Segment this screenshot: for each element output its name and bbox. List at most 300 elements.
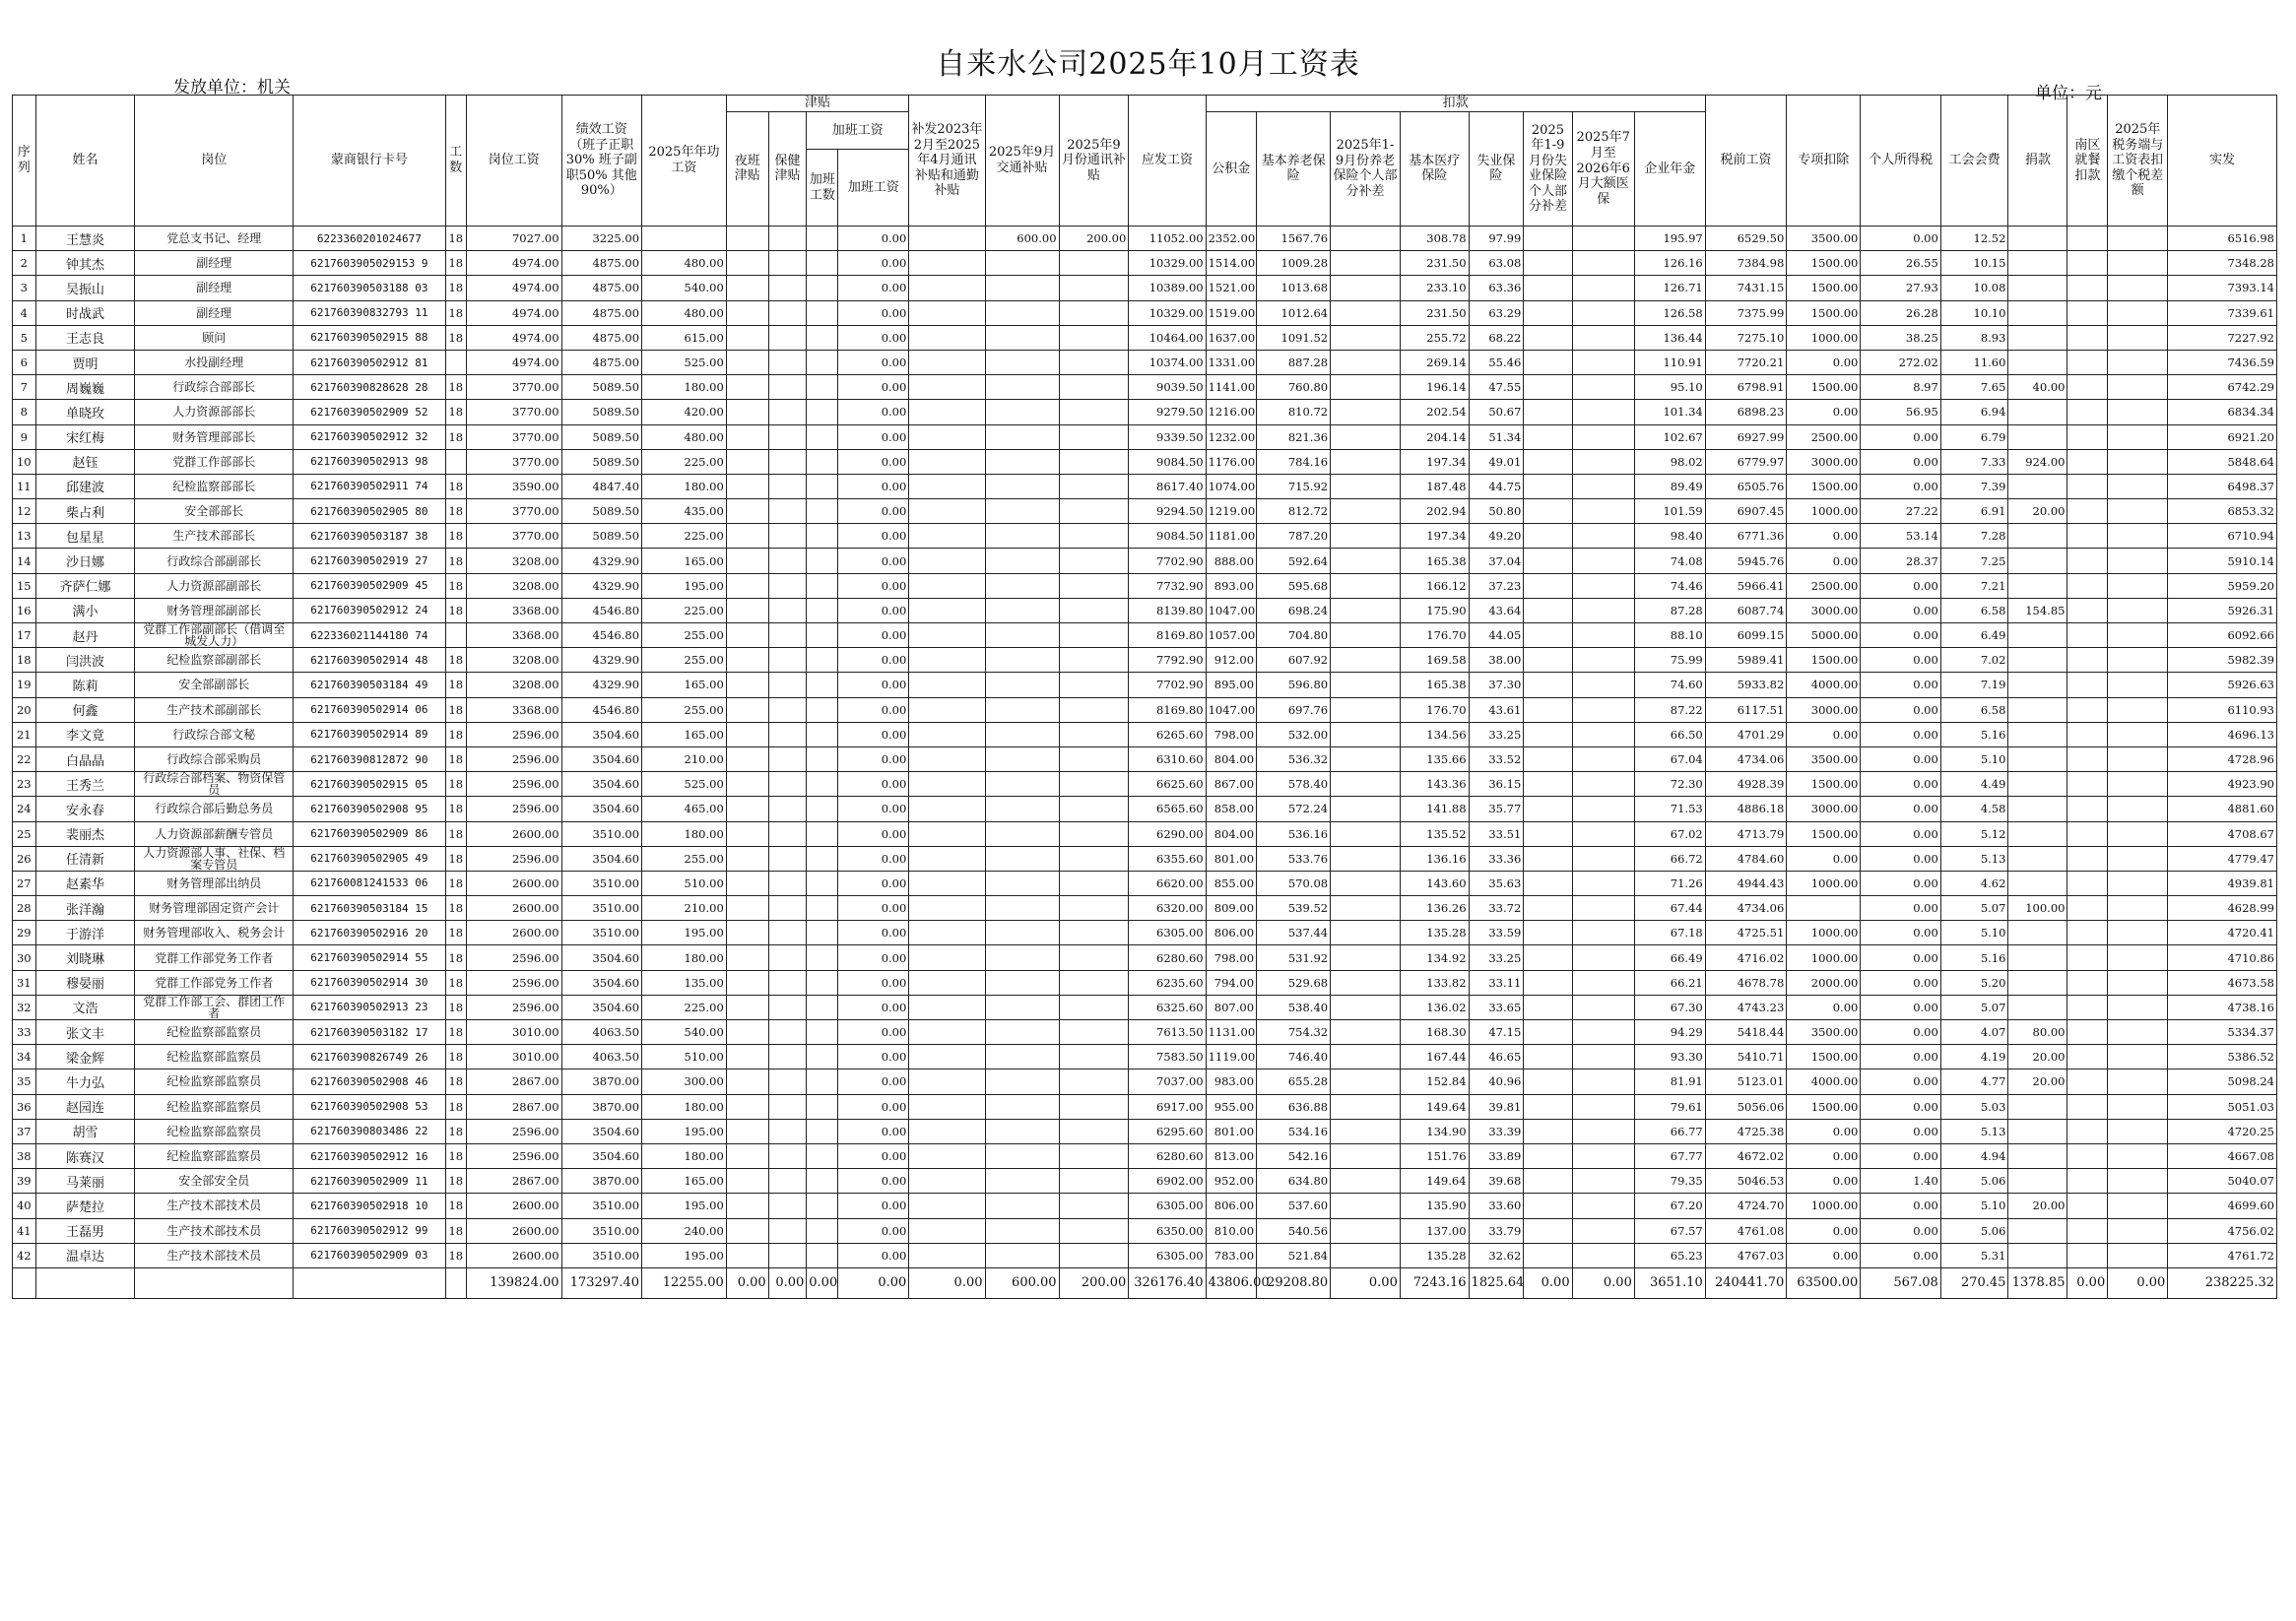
cell-comm-backpay — [909, 623, 985, 648]
cell-major-medical — [1572, 648, 1634, 673]
cell-income-tax: 26.28 — [1861, 300, 1940, 325]
table-row — [13, 251, 2277, 276]
cell-union-fee: 5.16 — [1940, 945, 2008, 970]
cell-gross-pay: 6625.60 — [1129, 772, 1206, 797]
cell-bank-card: 6217603905029153 9 — [294, 251, 445, 276]
table-row — [13, 325, 2277, 350]
cell-pretax: 4724.70 — [1705, 1194, 1787, 1218]
cell-overtime-days — [807, 797, 838, 821]
cell-traffic-subsidy — [985, 1194, 1059, 1218]
cell-donation: 154.85 — [2008, 598, 2067, 622]
cell-pension: 784.16 — [1257, 449, 1331, 474]
cell-income-tax: 53.14 — [1861, 524, 1940, 549]
cell-overtime-pay: 0.00 — [838, 474, 909, 498]
cell-traffic-subsidy — [985, 449, 1059, 474]
cell-gross-pay: 6355.60 — [1129, 846, 1206, 871]
cell-donation — [2008, 945, 2067, 970]
cell-tax-difference — [2108, 375, 2168, 400]
cell-net-pay: 6092.66 — [2168, 623, 2277, 648]
cell-traffic-subsidy — [985, 970, 1059, 995]
cell-pension-adjust — [1331, 598, 1401, 622]
cell-position: 顾问 — [135, 325, 294, 350]
cell-unemployment: 33.36 — [1469, 846, 1524, 871]
header-housing-fund: 公积金 — [1206, 111, 1256, 226]
cell-annuity: 67.57 — [1634, 1218, 1705, 1243]
table-row — [13, 598, 2277, 622]
cell-unemployment: 51.34 — [1469, 424, 1524, 449]
cell-housing-fund: 895.00 — [1206, 673, 1256, 697]
cell-overtime-pay: 0.00 — [838, 970, 909, 995]
cell-major-medical — [1572, 1169, 1634, 1194]
cell-name: 张文丰 — [35, 1020, 135, 1045]
cell-pretax: 6529.50 — [1705, 227, 1787, 251]
cell-overtime-pay: 0.00 — [838, 722, 909, 746]
cell-unemployment-adjust — [1524, 1194, 1572, 1218]
header-union-fee: 工会会费 — [1940, 96, 2008, 227]
cell-merit-salary: 540.00 — [642, 1020, 727, 1045]
cell-performance-salary: 3870.00 — [561, 1169, 641, 1194]
cell-days: 18 — [445, 474, 466, 498]
cell-medical: 133.82 — [1400, 970, 1469, 995]
cell-overtime-days — [807, 474, 838, 498]
cell-unemployment: 47.55 — [1469, 375, 1524, 400]
cell-gross-pay: 6320.00 — [1129, 896, 1206, 921]
cell-base-salary: 4974.00 — [467, 300, 562, 325]
total-performance-salary: 173297.40 — [561, 1267, 641, 1298]
cell-special-deduction: 1500.00 — [1787, 821, 1861, 846]
cell-base-salary: 3208.00 — [467, 673, 562, 697]
cell-name: 白晶晶 — [35, 746, 135, 771]
cell-meal-deduction — [2067, 251, 2108, 276]
cell-health-allowance — [768, 896, 807, 921]
cell-tax-difference — [2108, 1169, 2168, 1194]
cell-major-medical — [1572, 697, 1634, 722]
cell-pension: 754.32 — [1257, 1020, 1331, 1045]
cell-gross-pay: 10389.00 — [1129, 276, 1206, 300]
cell-medical: 308.78 — [1400, 227, 1469, 251]
cell-seq: 4 — [13, 300, 36, 325]
cell-traffic-subsidy — [985, 1169, 1059, 1194]
cell-performance-salary: 3510.00 — [561, 1218, 641, 1243]
cell-comm-backpay — [909, 524, 985, 549]
table-row — [13, 1169, 2277, 1194]
payroll-table — [12, 95, 2277, 1299]
cell-donation: 40.00 — [2008, 375, 2067, 400]
cell-major-medical — [1572, 598, 1634, 622]
cell-health-allowance — [768, 276, 807, 300]
cell-traffic-subsidy — [985, 1045, 1059, 1070]
cell-major-medical — [1572, 549, 1634, 573]
cell-seq: 7 — [13, 375, 36, 400]
cell-overtime-days — [807, 400, 838, 424]
cell-name: 时战武 — [35, 300, 135, 325]
cell-night-allowance — [726, 474, 768, 498]
cell-name: 赵钰 — [35, 449, 135, 474]
cell-annuity: 87.28 — [1634, 598, 1705, 622]
total-union-fee: 270.45 — [1940, 1267, 2008, 1298]
cell-unemployment: 33.59 — [1469, 921, 1524, 945]
cell-tax-difference — [2108, 227, 2168, 251]
cell-pension-adjust — [1331, 648, 1401, 673]
header-pension: 基本养老保险 — [1257, 111, 1331, 226]
header-pretax: 税前工资 — [1705, 96, 1787, 227]
table-row — [13, 300, 2277, 325]
cell-comm-subsidy — [1059, 821, 1129, 846]
cell-seq: 34 — [13, 1045, 36, 1070]
cell-overtime-pay: 0.00 — [838, 276, 909, 300]
cell-income-tax: 0.00 — [1861, 673, 1940, 697]
cell-pension-adjust — [1331, 1020, 1401, 1045]
cell-income-tax: 56.95 — [1861, 400, 1940, 424]
cell-pretax: 6087.74 — [1705, 598, 1787, 622]
cell-comm-backpay — [909, 648, 985, 673]
cell-tax-difference — [2108, 1094, 2168, 1119]
cell-donation — [2008, 400, 2067, 424]
cell-name: 柴占利 — [35, 499, 135, 524]
cell-comm-subsidy — [1059, 1094, 1129, 1119]
cell-gross-pay: 6305.00 — [1129, 1243, 1206, 1267]
cell-position: 副经理 — [135, 251, 294, 276]
cell-annuity: 93.30 — [1634, 1045, 1705, 1070]
cell-pension: 1567.76 — [1257, 227, 1331, 251]
cell-health-allowance — [768, 598, 807, 622]
total-comm-subsidy: 200.00 — [1059, 1267, 1129, 1298]
cell-comm-backpay — [909, 1020, 985, 1045]
cell-tax-difference — [2108, 1020, 2168, 1045]
cell-annuity: 79.35 — [1634, 1169, 1705, 1194]
cell-name: 吴振山 — [35, 276, 135, 300]
cell-comm-subsidy — [1059, 598, 1129, 622]
cell-merit-salary: 255.00 — [642, 697, 727, 722]
cell-comm-backpay — [909, 871, 985, 895]
cell-unemployment: 46.65 — [1469, 1045, 1524, 1070]
cell-housing-fund: 1637.00 — [1206, 325, 1256, 350]
cell-night-allowance — [726, 797, 768, 821]
cell-comm-backpay — [909, 970, 985, 995]
cell-merit-salary: 480.00 — [642, 251, 727, 276]
cell-merit-salary: 180.00 — [642, 1143, 727, 1168]
cell-unemployment: 44.05 — [1469, 623, 1524, 648]
cell-income-tax: 0.00 — [1861, 1243, 1940, 1267]
cell-net-pay: 4710.86 — [2168, 945, 2277, 970]
cell-traffic-subsidy — [985, 251, 1059, 276]
total-special-deduction: 63500.00 — [1787, 1267, 1861, 1298]
cell-union-fee: 6.58 — [1940, 598, 2008, 622]
cell-donation — [2008, 1119, 2067, 1143]
cell-unemployment: 33.72 — [1469, 896, 1524, 921]
cell-health-allowance — [768, 400, 807, 424]
cell-health-allowance — [768, 300, 807, 325]
cell-night-allowance — [726, 1169, 768, 1194]
cell-unemployment-adjust — [1524, 449, 1572, 474]
cell-gross-pay: 10374.00 — [1129, 350, 1206, 374]
cell-unemployment-adjust — [1524, 524, 1572, 549]
header-overtime-group: 加班工资 — [807, 111, 909, 149]
cell-traffic-subsidy — [985, 648, 1059, 673]
total-pension-adjust: 0.00 — [1331, 1267, 1401, 1298]
cell-traffic-subsidy — [985, 350, 1059, 374]
table-row — [13, 449, 2277, 474]
cell-bank-card: 621760390502919 27 — [294, 549, 445, 573]
cell-performance-salary: 3510.00 — [561, 921, 641, 945]
cell-housing-fund: 888.00 — [1206, 549, 1256, 573]
cell-net-pay: 5959.20 — [2168, 573, 2277, 598]
cell-overtime-days — [807, 300, 838, 325]
cell-housing-fund: 893.00 — [1206, 573, 1256, 598]
cell-unemployment: 37.23 — [1469, 573, 1524, 598]
cell-annuity: 65.23 — [1634, 1243, 1705, 1267]
cell-health-allowance — [768, 1169, 807, 1194]
cell-unemployment: 68.22 — [1469, 325, 1524, 350]
cell-name: 宋红梅 — [35, 424, 135, 449]
cell-bank-card: 622336021144180 74 — [294, 623, 445, 648]
cell-gross-pay: 7702.90 — [1129, 673, 1206, 697]
cell-pension-adjust — [1331, 746, 1401, 771]
cell-position: 党群工作部工会、群团工作者 — [135, 995, 294, 1019]
cell-meal-deduction — [2067, 549, 2108, 573]
cell-income-tax: 28.37 — [1861, 549, 1940, 573]
cell-bank-card: 621760390502918 10 — [294, 1194, 445, 1218]
table-row — [13, 474, 2277, 498]
cell-overtime-pay: 0.00 — [838, 573, 909, 598]
cell-special-deduction: 0.00 — [1787, 1143, 1861, 1168]
cell-unemployment-adjust — [1524, 995, 1572, 1019]
cell-comm-backpay — [909, 1045, 985, 1070]
cell-days: 18 — [445, 970, 466, 995]
cell-donation — [2008, 648, 2067, 673]
cell-pretax: 4725.38 — [1705, 1119, 1787, 1143]
total-annuity: 3651.10 — [1634, 1267, 1705, 1298]
cell-health-allowance — [768, 549, 807, 573]
cell-net-pay: 4720.25 — [2168, 1119, 2277, 1143]
total-days — [445, 1267, 466, 1298]
cell-seq: 22 — [13, 746, 36, 771]
cell-merit-salary: 540.00 — [642, 276, 727, 300]
table-row — [13, 772, 2277, 797]
cell-base-salary: 2600.00 — [467, 821, 562, 846]
cell-annuity: 66.50 — [1634, 722, 1705, 746]
cell-comm-backpay — [909, 375, 985, 400]
cell-income-tax: 0.00 — [1861, 921, 1940, 945]
cell-bank-card: 621760390826749 26 — [294, 1045, 445, 1070]
cell-comm-backpay — [909, 400, 985, 424]
cell-position: 党群工作部党务工作者 — [135, 945, 294, 970]
cell-income-tax: 0.00 — [1861, 1119, 1940, 1143]
cell-seq: 1 — [13, 227, 36, 251]
total-tax-difference: 0.00 — [2108, 1267, 2168, 1298]
cell-gross-pay: 6295.60 — [1129, 1119, 1206, 1143]
cell-comm-backpay — [909, 474, 985, 498]
cell-special-deduction: 0.00 — [1787, 995, 1861, 1019]
cell-medical: 166.12 — [1400, 573, 1469, 598]
header-base-salary: 岗位工资 — [467, 96, 562, 227]
table-row — [13, 524, 2277, 549]
cell-medical: 165.38 — [1400, 549, 1469, 573]
cell-union-fee: 10.15 — [1940, 251, 2008, 276]
cell-union-fee: 7.19 — [1940, 673, 2008, 697]
cell-donation — [2008, 1094, 2067, 1119]
cell-unemployment-adjust — [1524, 772, 1572, 797]
cell-unemployment-adjust — [1524, 276, 1572, 300]
cell-seq: 41 — [13, 1218, 36, 1243]
cell-traffic-subsidy — [985, 1243, 1059, 1267]
cell-tax-difference — [2108, 1119, 2168, 1143]
cell-annuity: 136.44 — [1634, 325, 1705, 350]
header-days: 工数 — [445, 96, 466, 227]
cell-base-salary: 3208.00 — [467, 573, 562, 598]
cell-special-deduction: 1000.00 — [1787, 325, 1861, 350]
cell-donation: 20.00 — [2008, 1194, 2067, 1218]
cell-night-allowance — [726, 921, 768, 945]
cell-days: 18 — [445, 424, 466, 449]
total-gross-pay: 326176.40 — [1129, 1267, 1206, 1298]
cell-meal-deduction — [2067, 1218, 2108, 1243]
cell-major-medical — [1572, 821, 1634, 846]
cell-performance-salary: 3504.60 — [561, 1119, 641, 1143]
cell-medical: 168.30 — [1400, 1020, 1469, 1045]
cell-performance-salary: 3225.00 — [561, 227, 641, 251]
cell-union-fee: 5.10 — [1940, 921, 2008, 945]
cell-comm-backpay — [909, 1243, 985, 1267]
cell-pension-adjust — [1331, 945, 1401, 970]
cell-overtime-pay: 0.00 — [838, 1094, 909, 1119]
cell-pension: 570.08 — [1257, 871, 1331, 895]
cell-pension-adjust — [1331, 1094, 1401, 1119]
cell-performance-salary: 4329.90 — [561, 673, 641, 697]
cell-major-medical — [1572, 896, 1634, 921]
cell-name: 沙日娜 — [35, 549, 135, 573]
cell-name: 齐萨仁娜 — [35, 573, 135, 598]
cell-gross-pay: 7792.90 — [1129, 648, 1206, 673]
cell-medical: 196.14 — [1400, 375, 1469, 400]
cell-bank-card: 621760390502908 53 — [294, 1094, 445, 1119]
cell-overtime-days — [807, 573, 838, 598]
cell-base-salary: 3770.00 — [467, 524, 562, 549]
cell-housing-fund: 783.00 — [1206, 1243, 1256, 1267]
cell-medical: 134.56 — [1400, 722, 1469, 746]
cell-unemployment: 33.89 — [1469, 1143, 1524, 1168]
cell-unemployment-adjust — [1524, 573, 1572, 598]
cell-tax-difference — [2108, 499, 2168, 524]
table-row — [13, 623, 2277, 648]
cell-merit-salary: 300.00 — [642, 1070, 727, 1094]
cell-major-medical — [1572, 772, 1634, 797]
cell-overtime-days — [807, 921, 838, 945]
cell-night-allowance — [726, 846, 768, 871]
cell-performance-salary: 4063.50 — [561, 1020, 641, 1045]
cell-union-fee: 5.13 — [1940, 846, 2008, 871]
cell-net-pay: 7348.28 — [2168, 251, 2277, 276]
cell-major-medical — [1572, 375, 1634, 400]
cell-net-pay: 6834.34 — [2168, 400, 2277, 424]
cell-overtime-days — [807, 846, 838, 871]
cell-pension-adjust — [1331, 1143, 1401, 1168]
cell-annuity: 67.04 — [1634, 746, 1705, 771]
cell-seq: 32 — [13, 995, 36, 1019]
cell-comm-subsidy — [1059, 251, 1129, 276]
cell-unemployment-adjust — [1524, 821, 1572, 846]
cell-union-fee: 5.03 — [1940, 1094, 2008, 1119]
total-unemployment: 1825.64 — [1469, 1267, 1524, 1298]
cell-unemployment: 33.79 — [1469, 1218, 1524, 1243]
cell-merit-salary: 510.00 — [642, 871, 727, 895]
cell-health-allowance — [768, 573, 807, 598]
cell-merit-salary: 195.00 — [642, 1119, 727, 1143]
cell-pension: 607.92 — [1257, 648, 1331, 673]
table-row — [13, 648, 2277, 673]
cell-performance-salary: 5089.50 — [561, 400, 641, 424]
cell-base-salary: 2596.00 — [467, 772, 562, 797]
cell-merit-salary: 195.00 — [642, 1194, 727, 1218]
cell-night-allowance — [726, 1045, 768, 1070]
cell-income-tax: 1.40 — [1861, 1169, 1940, 1194]
cell-net-pay: 5926.31 — [2168, 598, 2277, 622]
cell-base-salary: 3208.00 — [467, 549, 562, 573]
cell-merit-salary: 135.00 — [642, 970, 727, 995]
cell-donation: 20.00 — [2008, 499, 2067, 524]
table-row — [13, 1243, 2277, 1267]
cell-union-fee: 5.16 — [1940, 722, 2008, 746]
cell-unemployment-adjust — [1524, 846, 1572, 871]
cell-name: 文浩 — [35, 995, 135, 1019]
cell-unemployment: 39.68 — [1469, 1169, 1524, 1194]
cell-traffic-subsidy: 600.00 — [985, 227, 1059, 251]
cell-union-fee: 4.58 — [1940, 797, 2008, 821]
cell-bank-card: 621760390502909 86 — [294, 821, 445, 846]
cell-housing-fund: 1119.00 — [1206, 1045, 1256, 1070]
cell-donation — [2008, 921, 2067, 945]
cell-donation — [2008, 573, 2067, 598]
table-row — [13, 995, 2277, 1019]
table-row — [13, 1143, 2277, 1168]
cell-housing-fund: 1176.00 — [1206, 449, 1256, 474]
table-row — [13, 549, 2277, 573]
cell-gross-pay: 6620.00 — [1129, 871, 1206, 895]
cell-annuity: 94.29 — [1634, 1020, 1705, 1045]
cell-merit-salary: 480.00 — [642, 424, 727, 449]
cell-seq: 26 — [13, 846, 36, 871]
cell-night-allowance — [726, 970, 768, 995]
cell-overtime-days — [807, 1243, 838, 1267]
cell-meal-deduction — [2067, 424, 2108, 449]
cell-performance-salary: 3504.60 — [561, 846, 641, 871]
cell-night-allowance — [726, 325, 768, 350]
cell-unemployment: 33.52 — [1469, 746, 1524, 771]
cell-tax-difference — [2108, 821, 2168, 846]
cell-pension-adjust — [1331, 673, 1401, 697]
cell-housing-fund: 1141.00 — [1206, 375, 1256, 400]
cell-seq: 31 — [13, 970, 36, 995]
cell-housing-fund: 806.00 — [1206, 1194, 1256, 1218]
cell-donation — [2008, 350, 2067, 374]
cell-major-medical — [1572, 1070, 1634, 1094]
cell-meal-deduction — [2067, 524, 2108, 549]
cell-name: 马莱丽 — [35, 1169, 135, 1194]
cell-name: 牛力弘 — [35, 1070, 135, 1094]
unit-label: 单位：元 — [2035, 84, 2102, 103]
cell-special-deduction: 0.00 — [1787, 1169, 1861, 1194]
cell-income-tax: 0.00 — [1861, 945, 1940, 970]
cell-unemployment-adjust — [1524, 623, 1572, 648]
cell-donation — [2008, 623, 2067, 648]
cell-medical: 176.70 — [1400, 623, 1469, 648]
cell-pension-adjust — [1331, 400, 1401, 424]
cell-night-allowance — [726, 871, 768, 895]
cell-merit-salary: 240.00 — [642, 1218, 727, 1243]
cell-night-allowance — [726, 1194, 768, 1218]
cell-night-allowance — [726, 821, 768, 846]
cell-medical: 167.44 — [1400, 1045, 1469, 1070]
